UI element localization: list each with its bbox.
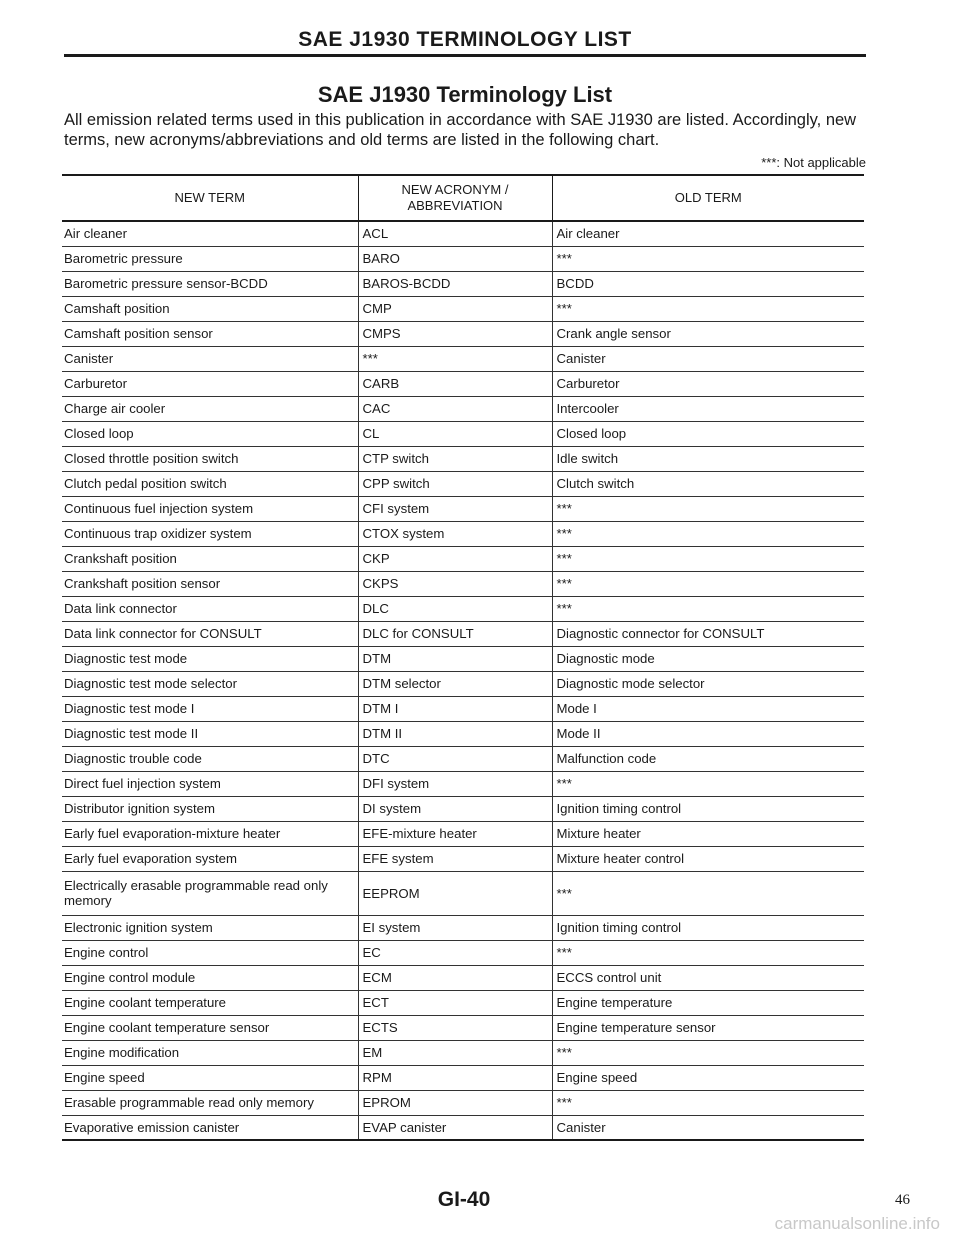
cell-old-term: *** (552, 871, 864, 915)
cell-new-acronym: DTM II (358, 721, 552, 746)
table-row (62, 671, 864, 696)
cell-new-term: Clutch pedal position switch (62, 471, 358, 496)
table-row (62, 1015, 864, 1040)
cell-new-acronym: DTM I (358, 696, 552, 721)
cell-new-term: Data link connector for CONSULT (62, 621, 358, 646)
cell-new-acronym: EEPROM (358, 871, 552, 915)
table-row (62, 346, 864, 371)
cell-new-term: Camshaft position (62, 296, 358, 321)
table-row (62, 821, 864, 846)
cell-old-term: Air cleaner (552, 221, 864, 246)
table-row (62, 371, 864, 396)
cell-new-acronym: DI system (358, 796, 552, 821)
table-row (62, 1065, 864, 1090)
cell-new-term: Diagnostic test mode I (62, 696, 358, 721)
cell-old-term: Mixture heater control (552, 846, 864, 871)
cell-new-acronym: ECT (358, 990, 552, 1015)
cell-old-term: Canister (552, 346, 864, 371)
table-row (62, 1090, 864, 1115)
cell-new-term: Engine control (62, 940, 358, 965)
cell-new-term: Diagnostic test mode selector (62, 671, 358, 696)
cell-new-term: Charge air cooler (62, 396, 358, 421)
table-row (62, 771, 864, 796)
table-row (62, 871, 864, 915)
cell-old-term: *** (552, 1090, 864, 1115)
cell-old-term: Mixture heater (552, 821, 864, 846)
table-row (62, 546, 864, 571)
page-number: 46 (895, 1192, 910, 1208)
cell-old-term: Idle switch (552, 446, 864, 471)
cell-new-term: Evaporative emission canister (62, 1115, 358, 1140)
cell-new-acronym: EC (358, 940, 552, 965)
cell-old-term: ECCS control unit (552, 965, 864, 990)
cell-new-term: Carburetor (62, 371, 358, 396)
cell-new-acronym: DTC (358, 746, 552, 771)
cell-new-acronym: CKP (358, 546, 552, 571)
list-title: SAE J1930 Terminology List (317, 82, 613, 107)
cell-old-term: Closed loop (552, 421, 864, 446)
table-row (62, 421, 864, 446)
cell-new-term: Barometric pressure sensor-BCDD (62, 271, 358, 296)
cell-new-term: Engine control module (62, 965, 358, 990)
intro-paragraph: All emission related terms used in this publication in accordance with SAE J1930 are listed. Accordingly, new terms, new acronyms/abbreviations and old terms are listed in the following chart. (64, 111, 857, 149)
table-row (62, 846, 864, 871)
table-row (62, 696, 864, 721)
cell-old-term: Carburetor (552, 371, 864, 396)
table-row (62, 965, 864, 990)
cell-old-term: Ignition timing control (552, 796, 864, 821)
terminology-table (62, 174, 864, 1141)
cell-old-term: Diagnostic mode (552, 646, 864, 671)
table-row (62, 521, 864, 546)
cell-new-acronym: RPM (358, 1065, 552, 1090)
cell-new-acronym: DLC (358, 596, 552, 621)
cell-new-term: Camshaft position sensor (62, 321, 358, 346)
cell-new-acronym: EVAP canister (358, 1115, 552, 1140)
header-new-term: NEW TERM (62, 175, 358, 221)
cell-new-term: Engine coolant temperature sensor (62, 1015, 358, 1040)
cell-new-term: Diagnostic test mode (62, 646, 358, 671)
cell-new-acronym: EPROM (358, 1090, 552, 1115)
cell-new-term: Continuous fuel injection system (62, 496, 358, 521)
cell-old-term: *** (552, 571, 864, 596)
cell-new-term: Direct fuel injection system (62, 771, 358, 796)
cell-new-acronym: CMP (358, 296, 552, 321)
cell-new-acronym: EFE-mixture heater (358, 821, 552, 846)
cell-old-term: BCDD (552, 271, 864, 296)
cell-old-term: *** (552, 771, 864, 796)
not-applicable-note: ***: Not applicable (761, 155, 866, 170)
cell-new-acronym: *** (358, 346, 552, 371)
cell-old-term: Malfunction code (552, 746, 864, 771)
table-body (62, 221, 864, 1140)
table-row (62, 596, 864, 621)
cell-new-term: Crankshaft position sensor (62, 571, 358, 596)
cell-new-term: Distributor ignition system (62, 796, 358, 821)
cell-new-term: Engine speed (62, 1065, 358, 1090)
cell-new-term: Closed loop (62, 421, 358, 446)
cell-new-acronym: BAROS-BCDD (358, 271, 552, 296)
table-header-row (62, 175, 864, 221)
table-row (62, 296, 864, 321)
cell-new-acronym: EI system (358, 915, 552, 940)
cell-new-acronym: CL (358, 421, 552, 446)
cell-old-term: Crank angle sensor (552, 321, 864, 346)
cell-new-acronym: DTM (358, 646, 552, 671)
header-old-term: OLD TERM (552, 175, 864, 221)
cell-new-acronym: CMPS (358, 321, 552, 346)
cell-new-acronym: CAC (358, 396, 552, 421)
cell-new-term: Electronic ignition system (62, 915, 358, 940)
cell-new-acronym: EM (358, 1040, 552, 1065)
cell-old-term: *** (552, 521, 864, 546)
table-row (62, 621, 864, 646)
cell-new-term: Barometric pressure (62, 246, 358, 271)
cell-old-term: Engine speed (552, 1065, 864, 1090)
cell-new-term: Erasable programmable read only memory (62, 1090, 358, 1115)
cell-new-acronym: DLC for CONSULT (358, 621, 552, 646)
table-row (62, 1115, 864, 1140)
cell-new-acronym: CFI system (358, 496, 552, 521)
cell-new-acronym: ECTS (358, 1015, 552, 1040)
header-rule (64, 54, 866, 57)
cell-new-term: Canister (62, 346, 358, 371)
table-row (62, 396, 864, 421)
cell-old-term: Clutch switch (552, 471, 864, 496)
cell-old-term: *** (552, 940, 864, 965)
cell-old-term: Mode II (552, 721, 864, 746)
cell-old-term: Engine temperature sensor (552, 1015, 864, 1040)
table-row (62, 496, 864, 521)
table-row (62, 940, 864, 965)
watermark: carmanualsonline.info (774, 1214, 940, 1233)
cell-new-acronym: CKPS (358, 571, 552, 596)
cell-new-term: Early fuel evaporation system (62, 846, 358, 871)
cell-old-term: Mode I (552, 696, 864, 721)
cell-new-term: Engine modification (62, 1040, 358, 1065)
cell-new-term: Closed throttle position switch (62, 446, 358, 471)
table-row (62, 796, 864, 821)
cell-new-acronym: BARO (358, 246, 552, 271)
cell-old-term: Canister (552, 1115, 864, 1140)
cell-new-acronym: CTOX system (358, 521, 552, 546)
cell-new-term: Diagnostic test mode II (62, 721, 358, 746)
table-row (62, 990, 864, 1015)
table-row (62, 646, 864, 671)
cell-new-acronym: CTP switch (358, 446, 552, 471)
table-row (62, 446, 864, 471)
table-row (62, 246, 864, 271)
page-header: SAE J1930 TERMINOLOGY LIST (298, 28, 632, 51)
cell-new-acronym: DTM selector (358, 671, 552, 696)
cell-new-term: Continuous trap oxidizer system (62, 521, 358, 546)
cell-new-term: Electrically erasable programmable read only memory (62, 871, 358, 915)
cell-new-acronym: CARB (358, 371, 552, 396)
table-row (62, 746, 864, 771)
header-new-acronym: NEW ACRONYM / ABBREVIATION (358, 175, 552, 221)
cell-old-term: *** (552, 496, 864, 521)
cell-old-term: Engine temperature (552, 990, 864, 1015)
page-code: GI-40 (437, 1188, 491, 1211)
cell-new-acronym: ACL (358, 221, 552, 246)
cell-new-term: Data link connector (62, 596, 358, 621)
cell-new-term: Early fuel evaporation-mixture heater (62, 821, 358, 846)
table-row (62, 721, 864, 746)
table-row (62, 1040, 864, 1065)
table-row (62, 471, 864, 496)
table-row (62, 221, 864, 246)
cell-old-term: Ignition timing control (552, 915, 864, 940)
cell-new-term: Air cleaner (62, 221, 358, 246)
cell-new-acronym: EFE system (358, 846, 552, 871)
table-row (62, 271, 864, 296)
cell-new-term: Diagnostic trouble code (62, 746, 358, 771)
table-row (62, 321, 864, 346)
cell-new-term: Engine coolant temperature (62, 990, 358, 1015)
cell-old-term: Intercooler (552, 396, 864, 421)
cell-old-term: *** (552, 596, 864, 621)
cell-old-term: *** (552, 1040, 864, 1065)
cell-new-acronym: CPP switch (358, 471, 552, 496)
cell-old-term: *** (552, 296, 864, 321)
table-row (62, 571, 864, 596)
cell-new-acronym: DFI system (358, 771, 552, 796)
cell-old-term: *** (552, 546, 864, 571)
cell-old-term: Diagnostic mode selector (552, 671, 864, 696)
table-row (62, 915, 864, 940)
cell-new-term: Crankshaft position (62, 546, 358, 571)
cell-new-acronym: ECM (358, 965, 552, 990)
cell-old-term: *** (552, 246, 864, 271)
cell-old-term: Diagnostic connector for CONSULT (552, 621, 864, 646)
